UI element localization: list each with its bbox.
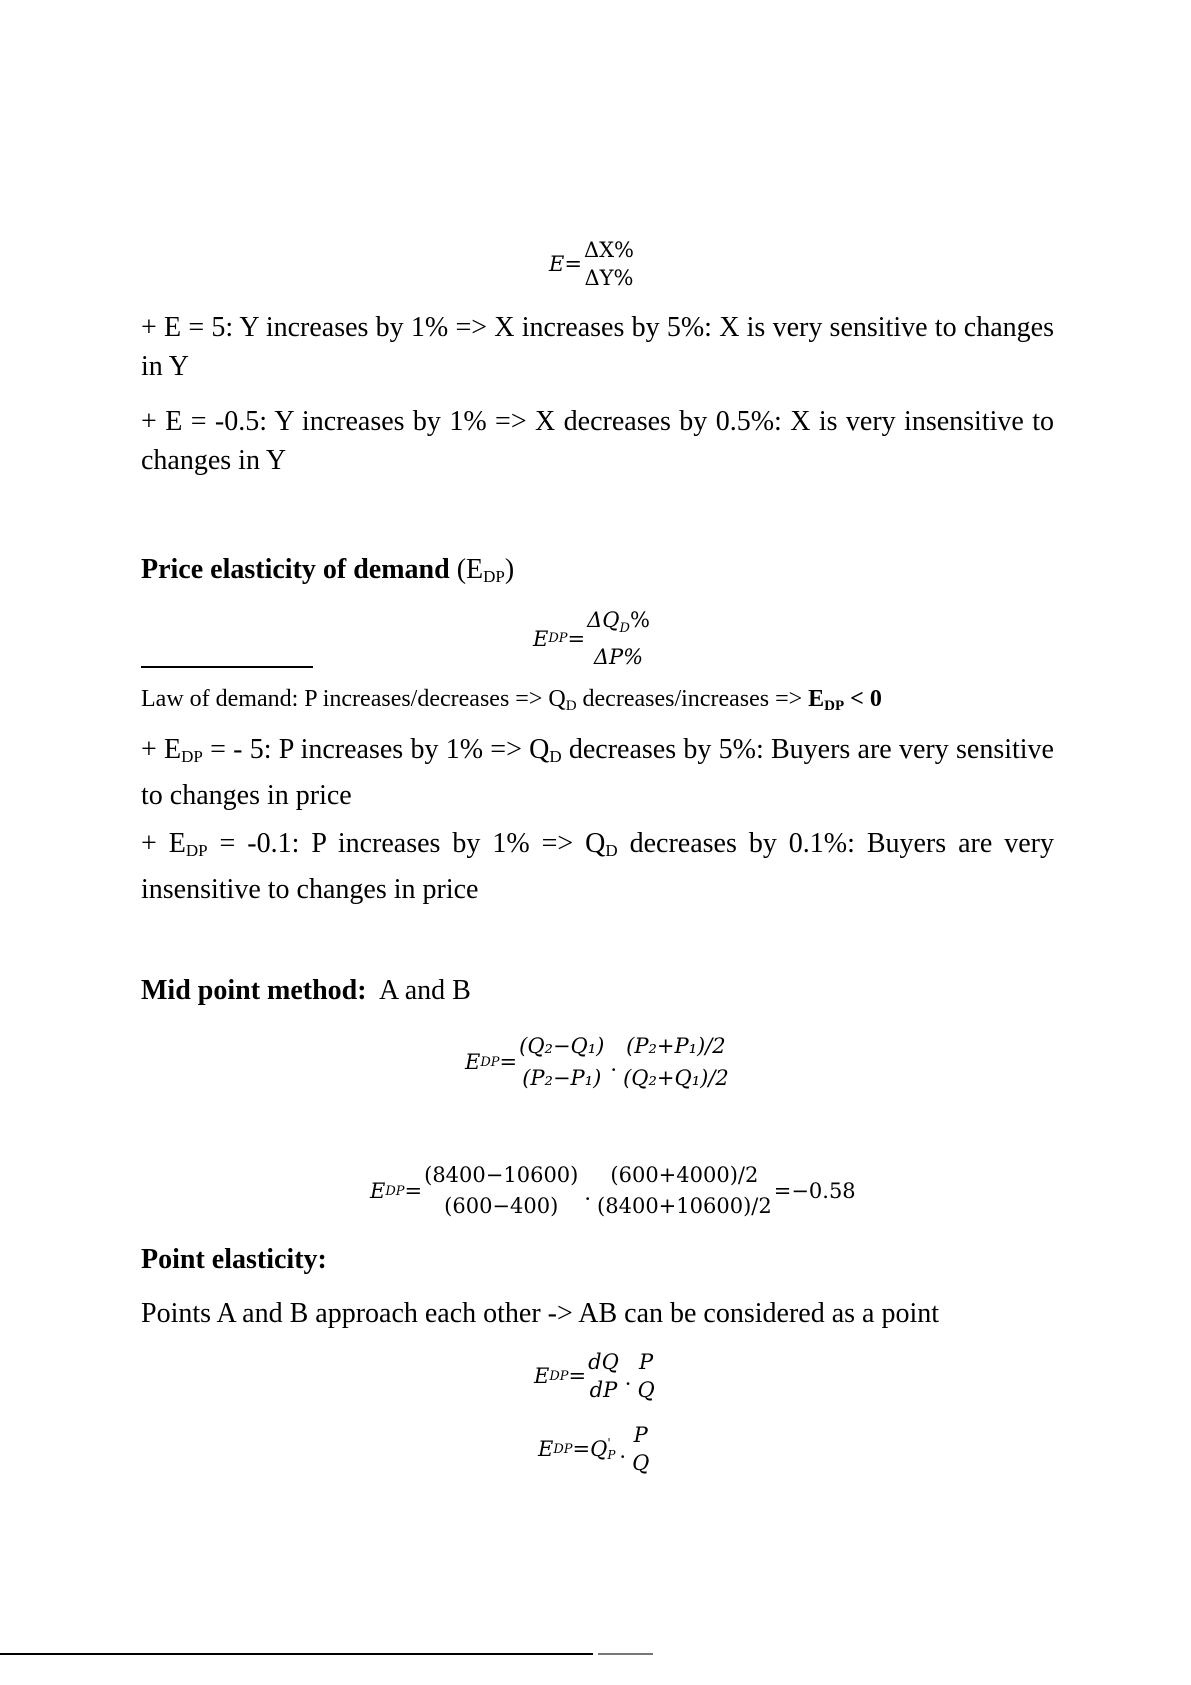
formula-price-elasticity: [533, 606, 652, 671]
formula-point-derivative: [534, 1348, 657, 1404]
numerator: (Q₂−Q₁): [519, 1034, 605, 1058]
sup: ': [607, 1436, 611, 1450]
equals: =: [404, 1179, 423, 1203]
heading-rest: (E: [449, 554, 484, 585]
equals-q: =Q: [572, 1437, 608, 1461]
t: + E: [141, 734, 182, 765]
page-bottom-rule: [0, 1653, 593, 1655]
result: =−0.58: [773, 1179, 856, 1203]
num-tail: %: [629, 608, 650, 632]
law-of-demand: [141, 680, 882, 726]
law-bold-sub: DP: [824, 698, 845, 714]
footnote-separator: [141, 666, 313, 668]
s: D: [549, 747, 562, 766]
heading-price-elasticity: [141, 550, 514, 596]
paragraph-edp-neg-5: [141, 730, 1054, 815]
lhs-sub: DP: [480, 1054, 500, 1070]
fraction: [584, 236, 634, 292]
law-text: Law of demand: P increases/decreases => Q: [141, 686, 566, 712]
heading-point-elasticity: [141, 1240, 327, 1279]
heading-bold: Mid point method:: [141, 975, 367, 1006]
heading-rest: A and B: [366, 975, 471, 1006]
dot: ·: [584, 1187, 592, 1211]
t: + E: [141, 828, 186, 859]
formula-mid-point: [465, 1030, 731, 1094]
denominator: dP: [589, 1378, 618, 1402]
paragraph-edp-neg-0-1: [141, 824, 1054, 909]
dot: ·: [619, 1445, 627, 1469]
fraction-2: [637, 1348, 654, 1404]
numerator: [587, 606, 650, 643]
t: = -0.1: P increases by 1% => Q: [207, 828, 606, 859]
formula-lhs: E=: [549, 252, 582, 276]
lhs: E: [538, 1437, 554, 1461]
t: = - 5: P increases by 1% => Q: [202, 734, 550, 765]
equals: =: [499, 1050, 518, 1074]
fraction: [632, 1421, 649, 1477]
fraction-1: [588, 1348, 619, 1404]
numerator: (8400−10600): [424, 1163, 579, 1187]
paragraph-e-neg-0-5: + E = -0.5: Y increases by 1% => X decreases by 0.5%: X is very insensitive to changes in Y: [141, 406, 1054, 476]
lhs: E: [370, 1179, 386, 1203]
denominator: (Q₂+Q₁)/2: [623, 1066, 729, 1090]
dot: ·: [624, 1372, 632, 1396]
dot: ·: [610, 1058, 618, 1082]
formula-mid-point-numeric: [370, 1160, 856, 1222]
fraction-2: [597, 1160, 772, 1222]
num-sub: D: [619, 621, 630, 636]
t: decreases by 0.1%: Buyers are very insensitive to changes in price: [141, 828, 1054, 905]
lhs: E: [534, 1364, 550, 1388]
fraction-2: [623, 1030, 729, 1094]
law-text2: decreases/increases =>: [576, 686, 809, 712]
numerator: dQ: [588, 1350, 619, 1374]
lhs: E: [465, 1050, 481, 1074]
lhs-sub: DP: [548, 631, 568, 646]
lhs: E: [533, 626, 549, 651]
heading-bold: Point elasticity:: [141, 1244, 327, 1275]
formula-general-elasticity: [549, 236, 636, 292]
paragraph-e-5: + E = 5: Y increases by 1% => X increases by 5%: X is very sensitive to changes in Y: [141, 312, 1054, 382]
heading-mid-point: [141, 971, 471, 1010]
denominator: ΔY%: [584, 266, 634, 290]
equals: =: [567, 626, 586, 651]
t: decreases by 5%: Buyers are very sensitive to changes in price: [141, 734, 1054, 811]
law-bold: E: [808, 686, 825, 712]
s: D: [605, 841, 618, 860]
num: ΔQ: [587, 608, 620, 632]
numerator: (P₂+P₁)/2: [626, 1034, 726, 1058]
sub: P: [607, 1448, 616, 1462]
fraction-1: [519, 1030, 604, 1094]
law-bold-tail: < 0: [844, 686, 882, 712]
numerator: P: [633, 1423, 648, 1447]
equals: =: [568, 1364, 587, 1388]
s: DP: [185, 841, 208, 860]
lhs-sub: DP: [549, 1368, 569, 1384]
denominator: Q: [632, 1451, 650, 1475]
paragraph-point: Points A and B approach each other -> AB can be considered as a point: [141, 1298, 940, 1329]
formula-point-qprime: [538, 1421, 651, 1477]
fraction: [587, 606, 650, 671]
denominator: Q: [637, 1378, 655, 1402]
heading-sub: DP: [483, 567, 505, 586]
law-sub: D: [565, 698, 577, 714]
page-bottom-rule-segment: [598, 1653, 653, 1655]
heading-bold: Price elasticity of demand: [141, 554, 450, 585]
lhs-sub: DP: [385, 1183, 405, 1199]
numerator: P: [639, 1350, 654, 1374]
lhs-sub: DP: [553, 1441, 573, 1457]
heading-close: ): [504, 554, 515, 585]
denominator: ΔP%: [593, 645, 644, 669]
numerator: (600+4000)/2: [610, 1163, 759, 1187]
fraction-1: [424, 1160, 578, 1222]
denominator: (P₂−P₁): [522, 1066, 602, 1090]
q-sup-sub: [607, 1437, 615, 1461]
numerator: ΔX%: [583, 238, 635, 262]
denominator: (600−400): [444, 1194, 559, 1218]
s: DP: [181, 747, 203, 766]
denominator: (8400+10600)/2: [597, 1194, 772, 1218]
